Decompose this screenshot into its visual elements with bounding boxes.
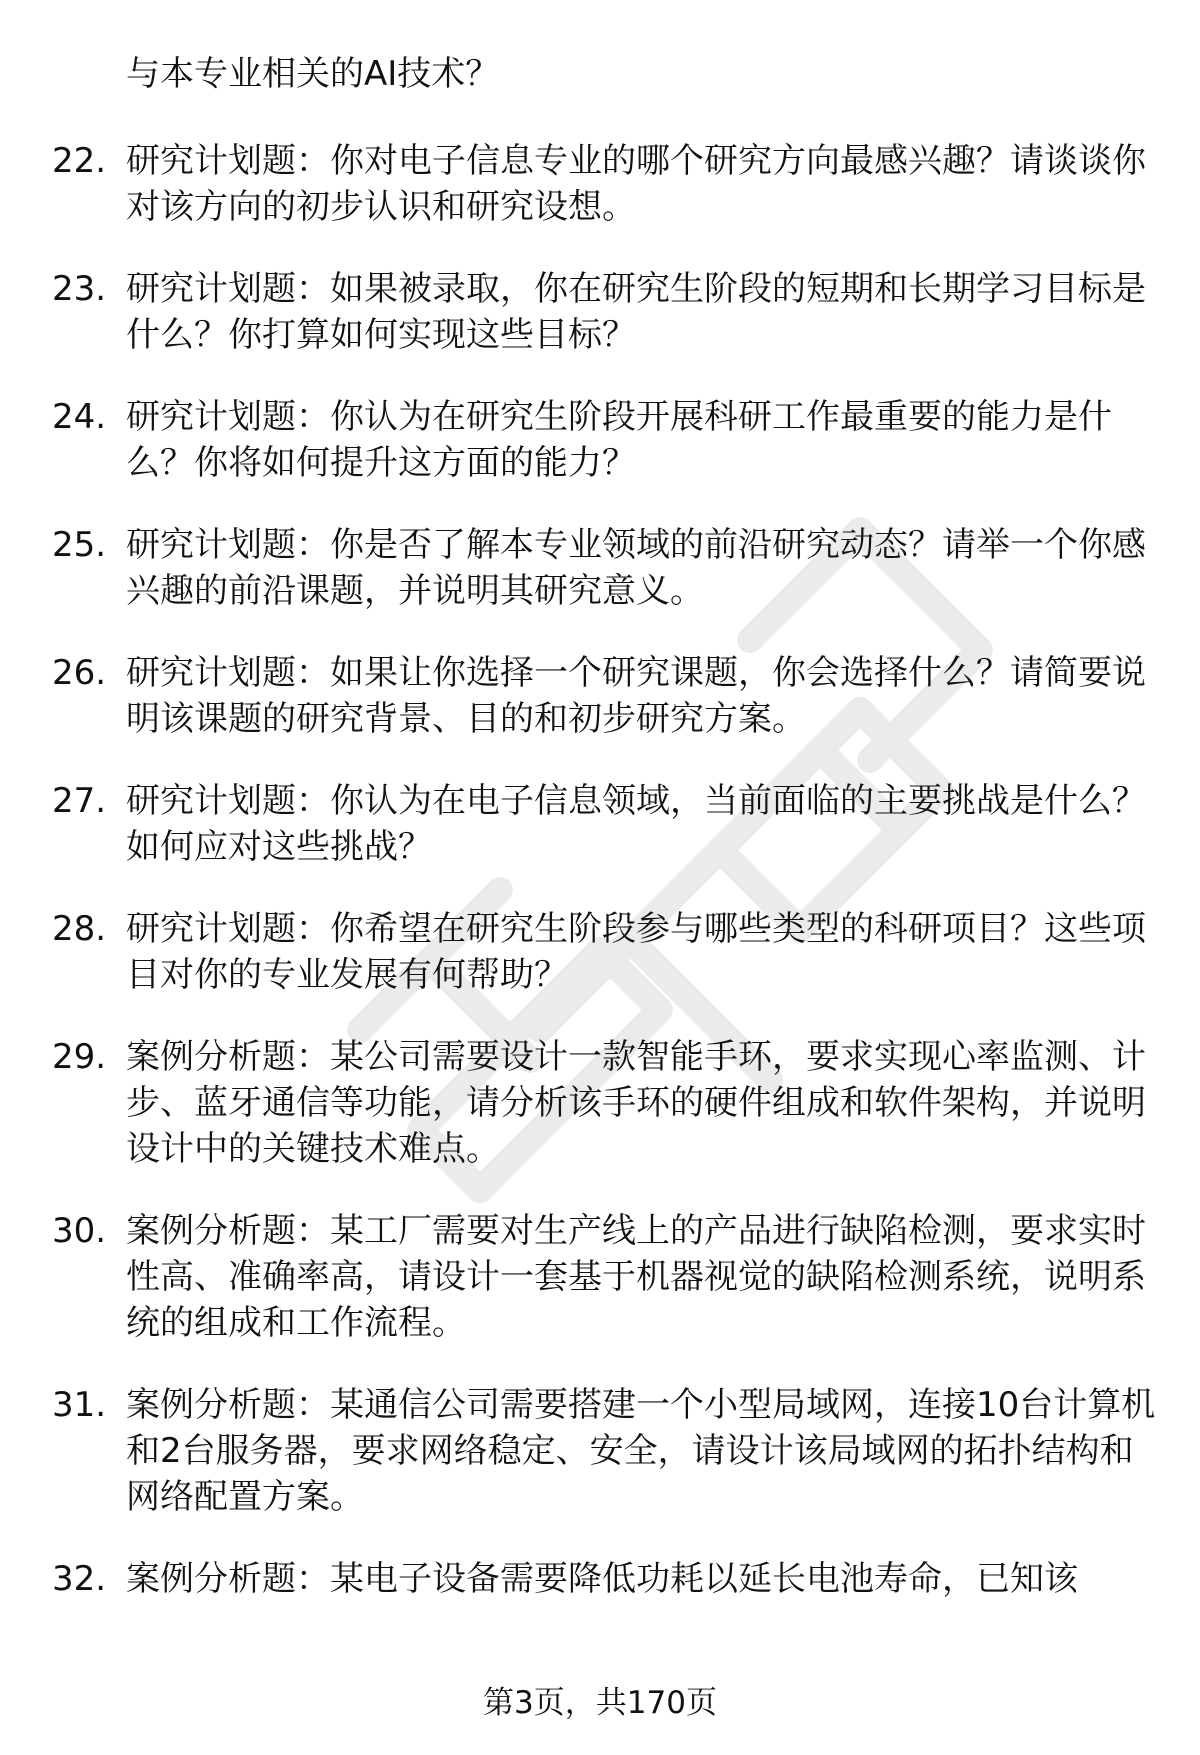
question-item xyxy=(52,650,1162,742)
question-text: 案例分析题：某电子设备需要降低功耗以延长电池寿命，已知该 xyxy=(126,1559,1078,1599)
question-text: 研究计划题：你希望在研究生阶段参与哪些类型的科研项目？这些项目对你的专业发展有何帮助？ xyxy=(126,909,1146,995)
document-body xyxy=(52,52,1162,1638)
question-number: 29. xyxy=(52,1037,107,1077)
question-number: 23. xyxy=(52,269,107,309)
question-item xyxy=(52,1382,1162,1520)
question-number: 27. xyxy=(52,781,107,821)
question-item xyxy=(52,394,1162,486)
question-text: 研究计划题：如果让你选择一个研究课题，你会选择什么？请简要说明该课题的研究背景、目的和初步研究方案。 xyxy=(126,653,1146,739)
question-text: 研究计划题：你认为在研究生阶段开展科研工作最重要的能力是什么？你将如何提升这方面的能力？ xyxy=(126,397,1112,483)
question-number: 22. xyxy=(52,141,107,181)
question-number: 28. xyxy=(52,909,107,949)
question-text: 案例分析题：某通信公司需要搭建一个小型局域网，连接10台计算机和2台服务器，要求网络稳定、安全，请设计该局域网的拓扑结构和网络配置方案。 xyxy=(126,1385,1156,1517)
question-text: 案例分析题：某公司需要设计一款智能手环，要求实现心率监测、计步、蓝牙通信等功能，请分析该手环的硬件组成和软件架构，并说明设计中的关键技术难点。 xyxy=(126,1037,1146,1169)
question-item xyxy=(52,778,1162,870)
question-text: 研究计划题：如果被录取，你在研究生阶段的短期和长期学习目标是什么？你打算如何实现这些目标？ xyxy=(126,269,1146,355)
question-item xyxy=(52,522,1162,614)
question-item xyxy=(52,906,1162,998)
question-number: 25. xyxy=(52,525,107,565)
question-item xyxy=(52,1556,1162,1602)
page-footer: 第3页，共170页 xyxy=(483,1685,717,1721)
question-item xyxy=(52,1034,1162,1172)
question-text: 研究计划题：你是否了解本专业领域的前沿研究动态？请举一个你感兴趣的前沿课题，并说明其研究意义。 xyxy=(126,525,1146,611)
question-text: 案例分析题：某工厂需要对生产线上的产品进行缺陷检测，要求实时性高、准确率高，请设计一套基于机器视觉的缺陷检测系统，说明系统的组成和工作流程。 xyxy=(126,1211,1146,1343)
question-text: 研究计划题：你对电子信息专业的哪个研究方向最感兴趣？请谈谈你对该方向的初步认识和研究设想。 xyxy=(126,141,1146,227)
question-number: 24. xyxy=(52,397,107,437)
question-number: 26. xyxy=(52,653,107,693)
question-number: 31. xyxy=(52,1385,107,1425)
question-item xyxy=(52,138,1162,230)
question-text: 研究计划题：你认为在电子信息领域，当前面临的主要挑战是什么？如何应对这些挑战？ xyxy=(126,781,1146,867)
question-item xyxy=(52,1208,1162,1346)
continuation-text: 与本专业相关的AI技术？ xyxy=(126,54,500,94)
question-number: 32. xyxy=(52,1559,107,1599)
question-item xyxy=(52,266,1162,358)
question-number: 30. xyxy=(52,1211,107,1251)
